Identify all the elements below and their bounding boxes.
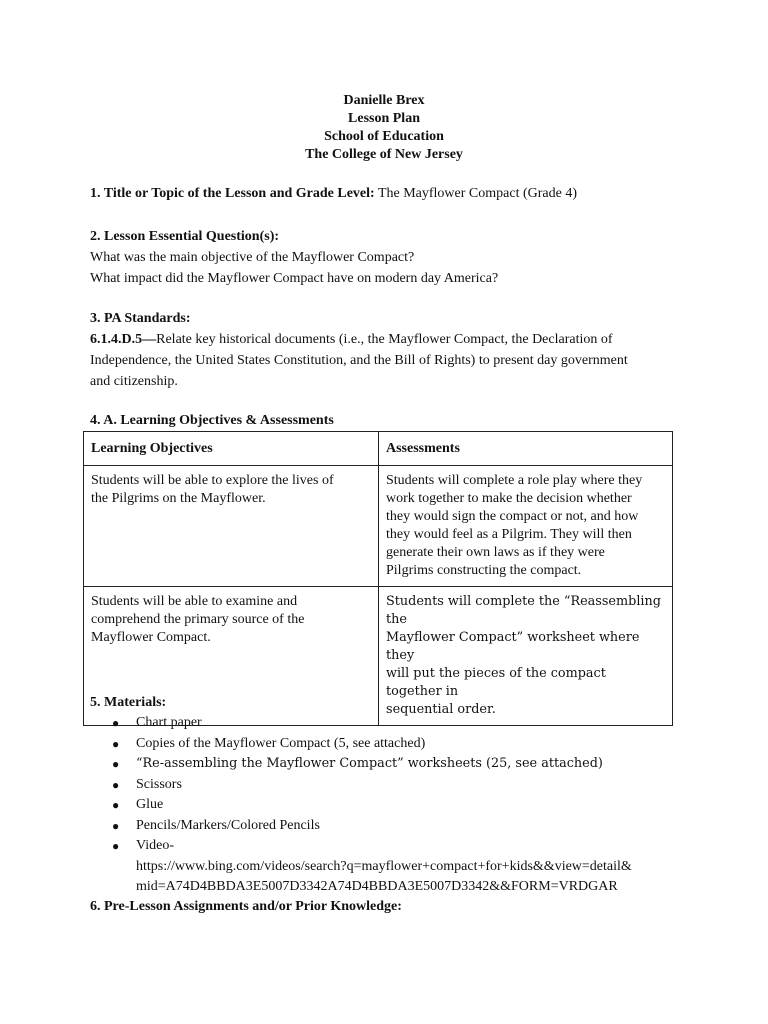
assessment-line: Students will complete a role play where they [386,473,643,488]
material-text: Video- [136,838,175,853]
material-text: Glue [136,797,164,812]
section2-label: 2. Lesson Essential Question(s): [90,229,280,244]
list-item [90,734,690,755]
section-materials [90,694,690,898]
list-item [90,816,690,837]
table-header-row [84,432,673,466]
assessment-line: will put the pieces of the compact together in [386,666,606,699]
section3-label: 3. PA Standards: [90,311,191,326]
school-name: School of Education [324,129,444,144]
table-row [84,466,673,587]
bullet-icon: ● [112,757,120,771]
assessment-cell [379,466,673,587]
video-link-continued[interactable]: mid=A74D4BBDA3E5007D3342A74D4BBDA3E5007D3342&&FORM=VRDGAR [136,879,618,894]
bullet-icon: ● [112,798,120,812]
list-item [90,754,690,775]
objective-line: Students will be able to examine and [91,594,298,609]
section1-label: 1. Title or Topic of the Lesson and Grade Level: [90,186,375,201]
objective-line: Mayflower Compact. [91,630,211,645]
section1-value: The Mayflower Compact (Grade 4) [374,186,577,201]
bullet-icon: ● [112,839,120,853]
list-item [90,836,690,898]
author-name: Danielle Brex [343,93,425,108]
standard-code: 6.1.4.D.5— [90,332,157,347]
bullet-icon: ● [112,818,120,833]
video-link[interactable]: https://www.bing.com/videos/search?q=mayflower+compact+for+kids&&view=detail& [136,858,632,874]
col-header-objectives: Learning Objectives [84,432,379,466]
material-text: “Re-assembling the Mayflower Compact” worksheets (25, see attached) [136,756,603,771]
assessment-line: work together to make the decision whether [386,491,632,506]
list-item [90,713,690,734]
assessment-line: Mayflower Compact” worksheet where they [386,630,640,663]
doc-type: Lesson Plan [348,111,420,126]
section5-label: 5. Materials: [90,695,167,710]
materials-list [90,713,690,898]
assessment-line: they would sign the compact or not, and how [386,509,639,524]
assessment-line: they would feel as a Pilgrim. They will then [386,527,632,542]
section-title-topic [90,185,680,203]
question-1: What was the main objective of the Mayflower Compact? [90,250,415,265]
objective-line: Students will be able to explore the lives of [91,473,334,488]
standard-line-3: and citizenship. [90,374,178,389]
objective-line: comprehend the primary source of the [91,612,305,627]
objectives-table [83,431,673,726]
assessment-line: sequential order. [386,702,496,717]
list-item [90,795,690,816]
college-name: The College of New Jersey [305,147,463,162]
assessment-line: Pilgrims constructing the compact. [386,563,582,578]
section-pa-standards [90,308,690,392]
objective-cell [84,466,379,587]
standard-line-2: Independence, the United States Constitution, and the Bill of Rights) to present day government [90,353,628,368]
bullet-icon: ● [112,736,120,751]
objective-line: the Pilgrims on the Mayflower. [91,491,266,506]
standard-line-1: Relate key historical documents (i.e., the Mayflower Compact, the Declaration of [156,332,613,347]
col-header-assessments: Assessments [379,432,673,466]
section-essential-questions [90,226,680,289]
bullet-icon: ● [112,777,120,792]
bullet-icon: ● [112,716,120,730]
assessment-line: generate their own laws as if they were [386,545,605,560]
document-header [0,92,768,164]
assessment-line: Students will complete the “Reassembling the [386,594,661,627]
material-text: Copies of the Mayflower Compact (5, see attached) [136,735,426,751]
list-item [90,775,690,796]
material-text: Chart paper [136,715,202,730]
material-text: Pencils/Markers/Colored Pencils [136,817,320,833]
material-text: Scissors [136,776,182,792]
section4-label: 4. A. Learning Objectives & Assessments [90,413,334,428]
question-2: What impact did the Mayflower Compact have on modern day America? [90,271,499,286]
section6-label: 6. Pre-Lesson Assignments and/or Prior Knowledge: [90,899,402,914]
